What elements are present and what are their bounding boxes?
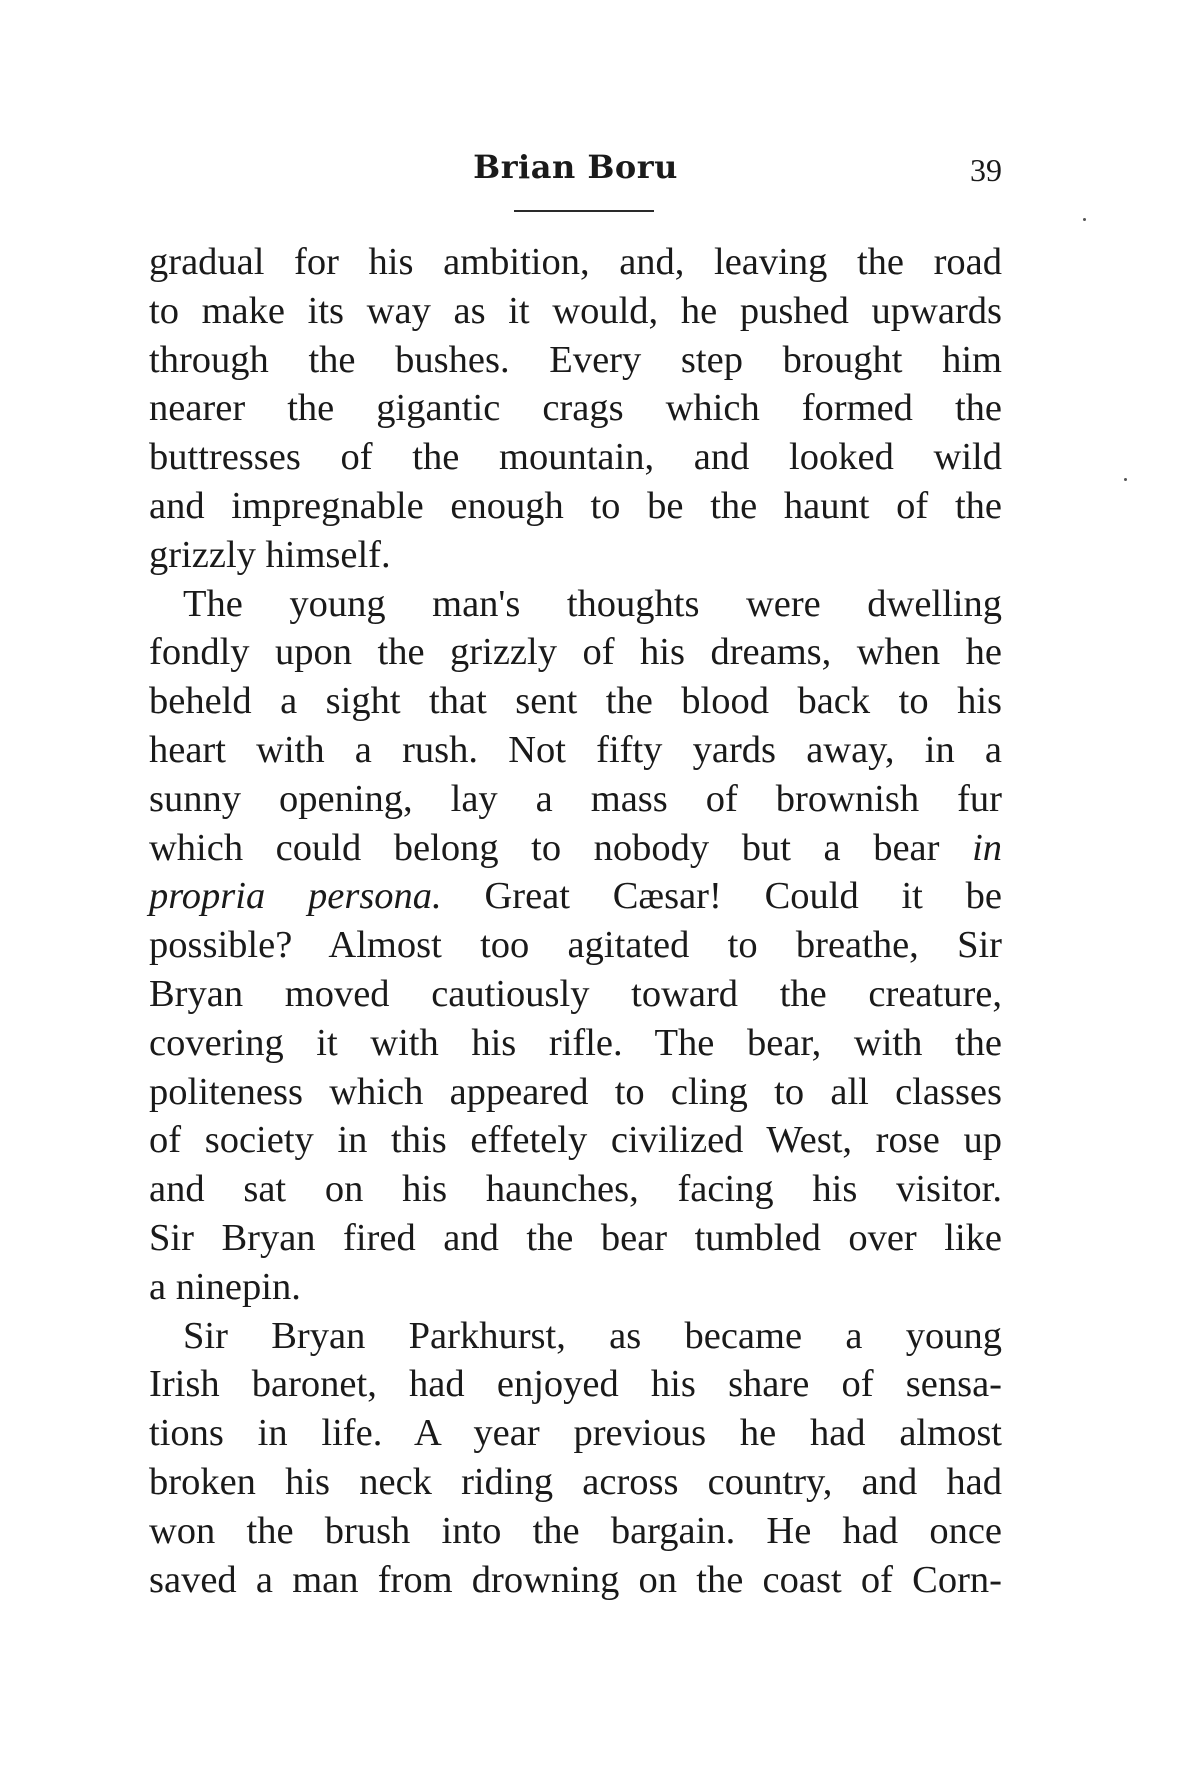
text-line: and sat on his haunches, facing his visitor. [149, 1168, 1002, 1211]
text-line: heart with a rush. Not fifty yards away, in a [149, 728, 1002, 771]
running-title: Brian Boru [473, 148, 678, 186]
body-text [149, 238, 1002, 1604]
paragraph-1 [149, 238, 1002, 580]
text-line: politeness which appeared to cling to all classes [149, 1070, 1002, 1113]
text-line: Sir Bryan fired and the bear tumbled over like [149, 1216, 1002, 1259]
text-line: The young man's thoughts were dwelling [183, 582, 1002, 625]
paper-speck [1124, 478, 1127, 481]
text-line: Irish baronet, had enjoyed his share of sensa- [149, 1363, 1002, 1406]
text-line: fondly upon the grizzly of his dreams, when he [149, 631, 1002, 674]
text-line: gradual for his ambition, and, leaving the road [149, 241, 1002, 283]
paragraph-2 [149, 580, 1002, 1312]
text-line: through the bushes. Every step brought him [149, 338, 1002, 381]
text-line: sunny opening, lay a mass of brownish fur [149, 777, 1002, 820]
italic-phrase: propria persona. [149, 875, 442, 918]
text-line: saved a man from drowning on the coast of Corn- [149, 1558, 1002, 1601]
text-line: beheld a sight that sent the blood back to his [149, 680, 1002, 723]
italic-phrase: in [972, 826, 1003, 869]
text-segment: Great Cæsar! Could it be [441, 875, 1002, 918]
page-number: 39 [970, 152, 1002, 188]
running-head [149, 148, 1002, 196]
text-line: won the brush into the bargain. He had once [149, 1509, 1002, 1552]
text-line: tions in life. A year previous he had almost [149, 1412, 1002, 1455]
text-segment: which could belong to nobody but a bear [149, 826, 940, 869]
text-line: nearer the gigantic crags which formed the [149, 387, 1002, 430]
text-line: covering it with his rifle. The bear, with the [149, 1021, 1002, 1064]
text-line: broken his neck riding across country, and had [149, 1460, 1002, 1503]
paper-speck [1083, 218, 1086, 221]
text-line-with-italic [149, 824, 1002, 873]
paragraph-3 [149, 1312, 1002, 1605]
text-line: of society in this effetely civilized West, rose up [149, 1119, 1002, 1162]
text-line-with-italic [149, 872, 1002, 921]
text-line: Sir Bryan Parkhurst, as became a young [183, 1314, 1002, 1357]
header-rule [514, 210, 654, 212]
text-line: buttresses of the mountain, and looked wild [149, 436, 1002, 479]
text-line: grizzly himself. [149, 533, 391, 576]
text-line: Bryan moved cautiously toward the creature, [149, 972, 1002, 1015]
text-line: possible? Almost too agitated to breathe, Sir [149, 924, 1002, 967]
text-line: and impregnable enough to be the haunt of the [149, 484, 1002, 527]
text-line: to make its way as it would, he pushed upwards [149, 289, 1002, 332]
text-line: a ninepin. [149, 1265, 301, 1308]
